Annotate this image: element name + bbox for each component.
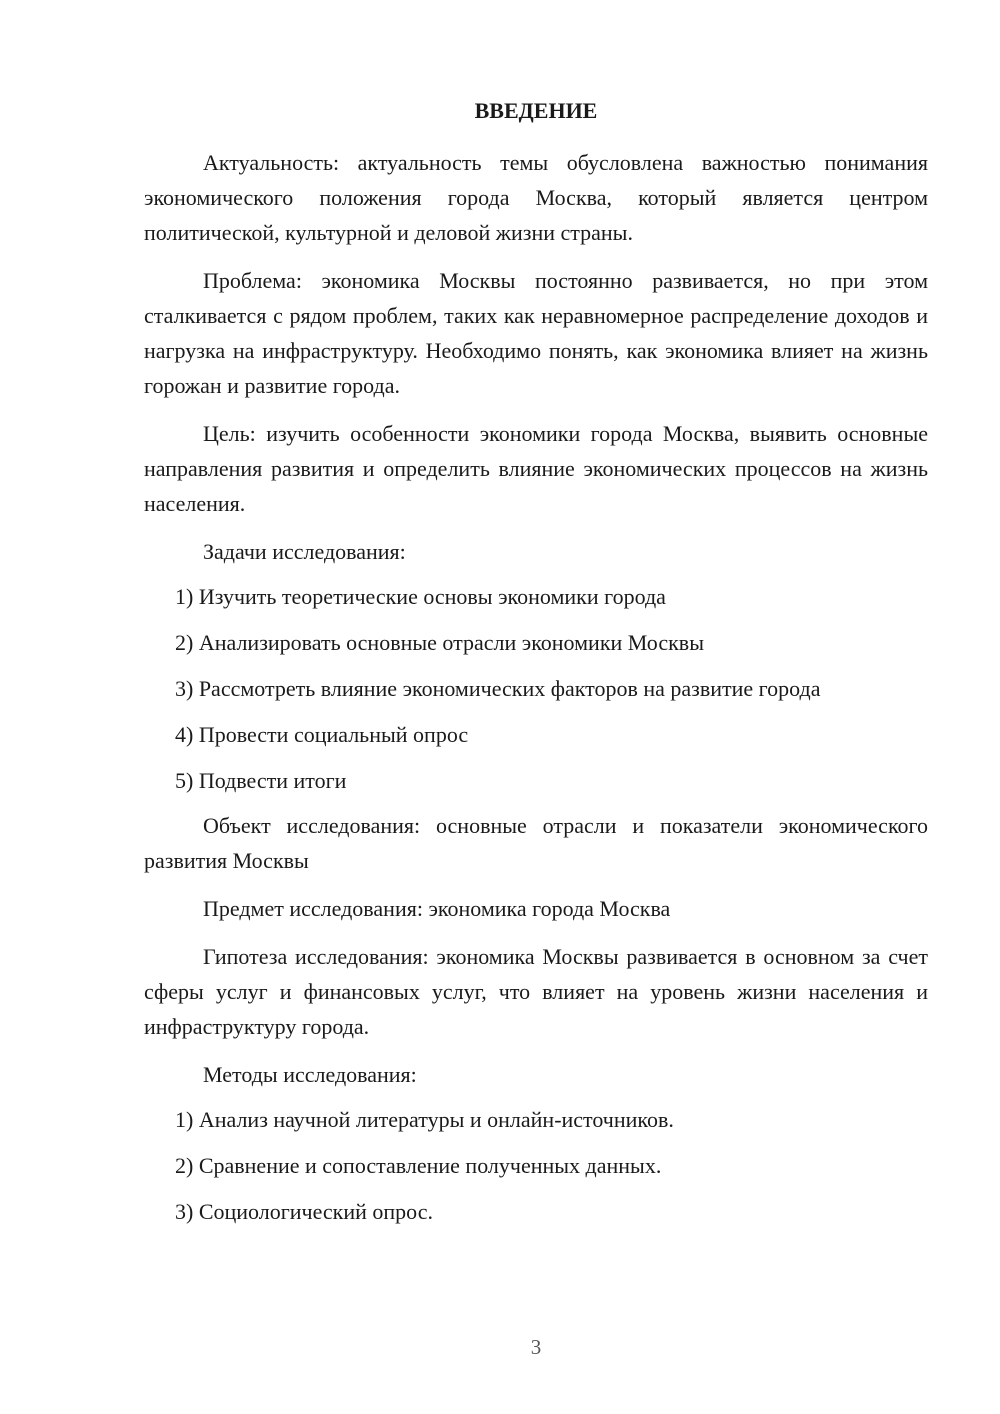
page-number: 3 (530, 1335, 542, 1359)
tasks-list (144, 579, 928, 798)
problem-paragraph: Проблема: экономика Москвы постоянно развивается, но при этом сталкивается с рядом проблем, таких как неравномерное распределение доходов и нагрузка на инфраструктуру. Необходимо понять, как экономика влияет на жизнь горожан и развитие города. (144, 268, 928, 398)
object-paragraph: Объект исследования: основные отрасли и показатели экономического развития Москвы (144, 813, 928, 873)
list-item: 2) Анализировать основные отрасли экономики Москвы (175, 630, 704, 655)
tasks-label: Задачи исследования: (203, 539, 406, 564)
relevance-paragraph: Актуальность: актуальность темы обусловлена важностью понимания экономического положения города Москва, который является центром политической, культурной и деловой жизни страны. (144, 150, 928, 245)
list-item: 1) Изучить теоретические основы экономики города (175, 584, 666, 609)
list-item: 5) Подвести итоги (175, 768, 347, 793)
list-item: 4) Провести социальный опрос (175, 722, 469, 747)
page-content (144, 96, 928, 1239)
methods-list (144, 1102, 928, 1229)
methods-label: Методы исследования: (203, 1062, 417, 1087)
section-title: ВВЕДЕНИЕ (474, 98, 598, 123)
list-item: 3) Рассмотреть влияние экономических факторов на развитие города (175, 676, 821, 701)
goal-paragraph: Цель: изучить особенности экономики города Москва, выявить основные направления развития и определить влияние экономических процессов на жизнь населения. (144, 421, 928, 516)
subject-paragraph: Предмет исследования: экономика города Москва (203, 896, 671, 921)
hypothesis-paragraph: Гипотеза исследования: экономика Москвы развивается в основном за счет сферы услуг и финансовых услуг, что влияет на уровень жизни населения и инфраструктуру города. (144, 944, 928, 1039)
list-item: 1) Анализ научной литературы и онлайн-источников. (175, 1107, 674, 1132)
list-item: 2) Сравнение и сопоставление полученных данных. (175, 1153, 662, 1178)
list-item: 3) Социологический опрос. (175, 1199, 433, 1224)
